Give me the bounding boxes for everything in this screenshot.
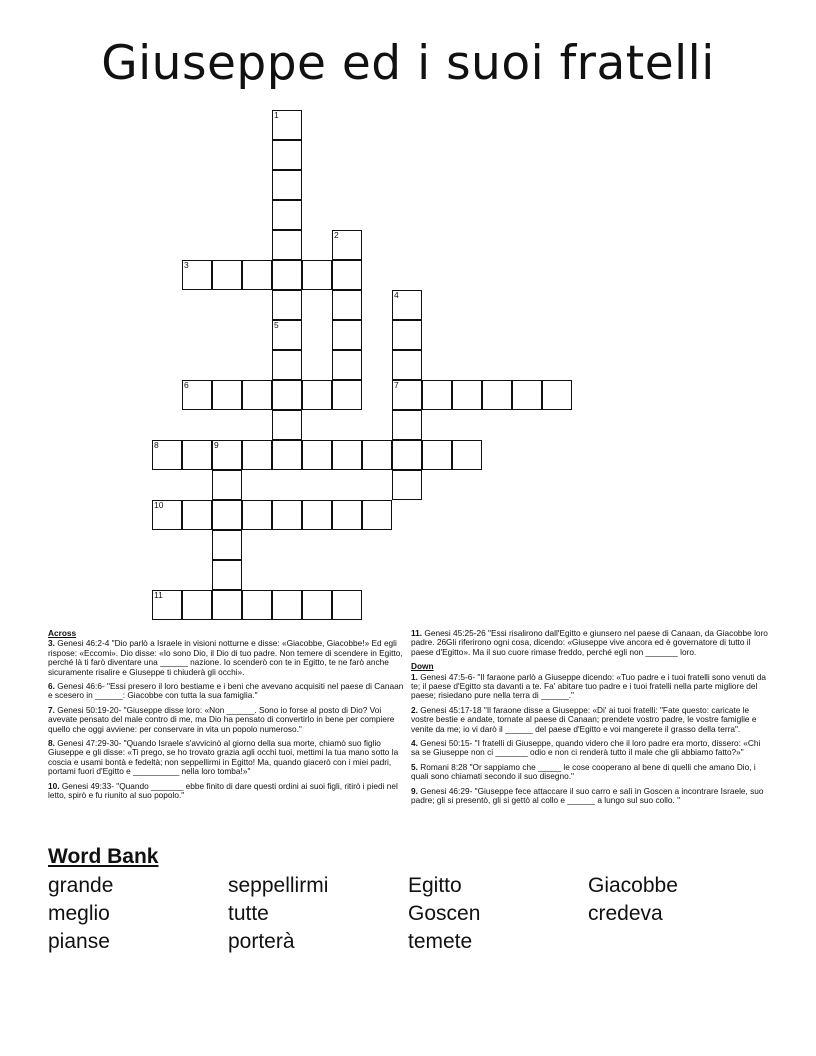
clue-number: 10. [48,780,60,791]
grid-cell[interactable] [212,530,242,560]
clue [48,739,404,777]
grid-cell[interactable] [302,500,332,530]
clue-number: 4. [411,738,418,749]
grid-cell[interactable] [242,440,272,470]
grid-cell[interactable] [242,260,272,290]
clue-number: 5 [274,320,279,330]
clue-number: 5. [411,761,418,772]
grid-cell[interactable] [332,440,362,470]
grid-cell[interactable] [182,380,212,410]
grid-cell[interactable] [212,590,242,620]
across-clue-list-continued [411,629,769,657]
grid-cell[interactable] [332,260,362,290]
clue [411,763,769,782]
clue-number: 11 [154,590,163,600]
grid-cell[interactable] [392,440,422,470]
grid-cell[interactable] [332,290,362,320]
grid-cell[interactable] [212,470,242,500]
grid-cell[interactable] [212,500,242,530]
clue-text: Genesi 50:19-20- "Giuseppe disse loro: «Non ______. Sono io forse al posto di Dio? Voi avevate pensato del male contro di me, ma Dio ha pensato di convertirlo in bene per compiere quello che oggi avviene: per conservare in vita un popolo numeroso." [48,704,395,734]
grid-cell[interactable] [332,500,362,530]
clue-number: 9. [411,785,418,796]
clue-number: 4 [394,290,399,300]
grid-cell[interactable] [482,380,512,410]
word-bank-item: seppellirmi [228,874,329,897]
clue [48,706,404,734]
word-bank-item: tutte [228,902,269,925]
clue-text: Genesi 46:2-4 "Dio parlò a Israele in visioni notturne e disse: «Giacobbe, Giacobbe!» Ed egli rispose: «Eccomi». Dio disse: «Io sono Dio, il Dio di tuo padre. Non temere di scendere in Egitto, perché là ti farò diventare una ______ nazione. Io scenderò con te in Egitto, te ne farò anche sicuramente risalire e Giuseppe ti chiuderà gli occhi». [48,638,403,677]
clues-left-column [48,629,404,806]
clue-number: 1 [274,110,279,120]
grid-cell[interactable] [272,440,302,470]
grid-cell[interactable] [272,170,302,200]
grid-cell[interactable] [392,350,422,380]
word-bank-item: meglio [48,902,110,925]
clue [48,639,404,677]
grid-cell[interactable] [332,320,362,350]
grid-cell[interactable] [242,500,272,530]
grid-cell[interactable] [392,380,422,410]
grid-cell[interactable] [542,380,572,410]
grid-cell[interactable] [422,440,452,470]
grid-cell[interactable] [422,380,452,410]
clue-text: Genesi 50:15- "I fratelli di Giuseppe, quando videro che il loro padre era morto, dissero: «Chi sa se Giuseppe non ci _______ odio e non ci renderà tutto il male che gli abbiamo fatto?»" [411,738,761,758]
grid-cell[interactable] [182,440,212,470]
clue [411,706,769,734]
grid-cell[interactable] [302,590,332,620]
page-title: Giuseppe ed i suoi fratelli [101,36,715,91]
clue-number: 6 [184,380,189,390]
clue-number: 6. [48,681,55,692]
clue-number: 8. [48,738,55,749]
clue-text: Romani 8:28 "Or sappiamo che _____ le cose cooperano al bene di quelli che amano Dio, i quali sono chiamati secondo il suo disegno." [411,761,756,782]
grid-cell[interactable] [182,260,212,290]
clue-text: Genesi 45:25-26 "Essi risalirono dall'Egitto e giunsero nel paese di Canaan, da Giacobbe loro padre. 26Gli riferirono ogni cosa, dicendo: «Giuseppe vive ancora ed è governatore di tutto il paese d'Egitto». Ma il suo cuore rimase freddo, perché egli non _______ loro. [411,628,768,657]
grid-cell[interactable] [182,500,212,530]
grid-cell[interactable] [272,590,302,620]
clue-number: 10 [154,500,164,510]
clue [48,782,404,801]
grid-cell[interactable] [212,560,242,590]
grid-cell[interactable] [302,440,332,470]
down-heading: Down [411,661,434,672]
grid-cell[interactable] [332,590,362,620]
clues-right-column [411,629,769,811]
grid-cell[interactable] [452,440,482,470]
grid-cell[interactable] [152,440,182,470]
grid-cell[interactable] [242,590,272,620]
across-clue-list [48,639,404,800]
clue-number: 3 [184,260,189,270]
grid-cell[interactable] [302,380,332,410]
clue-text: Genesi 46:29- "Giuseppe fece attaccare il suo carro e salì in Goscen a incontrare Israele, suo padre; gli si presentò, gli si gettò al collo e ______ a lungo sul suo collo. " [411,785,764,806]
grid-cell[interactable] [272,380,302,410]
word-bank-title: Word Bank [48,845,159,868]
clue-text: Genesi 46:6- "Essi presero il loro bestiame e i beni che avevano acquisiti nel paese di Canaan e scesero in ______: Giacobbe con tutta la sua famiglia." [48,681,404,701]
grid-cell[interactable] [152,590,182,620]
clue-number: 2 [334,230,339,240]
word-bank-item: Goscen [408,902,481,925]
grid-cell[interactable] [392,320,422,350]
grid-cell[interactable] [302,260,332,290]
clue-number: 1. [411,671,418,682]
clue-text: Genesi 49:33- "Quando _______ ebbe finito di dare questi ordini ai suoi figli, ritirò i piedi nel letto, spirò e fu riunito al suo popolo." [48,780,398,801]
grid-cell[interactable] [332,230,362,260]
grid-cell[interactable] [212,380,242,410]
grid-cell[interactable] [272,320,302,350]
grid-cell[interactable] [272,410,302,440]
grid-cell[interactable] [272,140,302,170]
grid-cell[interactable] [392,410,422,440]
clue-text: Genesi 47:5-6- "Il faraone parlò a Giuseppe dicendo: «Tuo padre e i tuoi fratelli sono venuti da te; il paese d'Egitto sta davanti a te. Fa' abitare tuo padre e i tuoi fratelli nella parte migliore del paese; risiedano pure nella terra di ______." [411,671,767,701]
grid-cell[interactable] [212,260,242,290]
clue-text: Genesi 47:29-30- "Quando Israele s'avvicinò al giorno della sua morte, chiamò suo figlio Giuseppe e gli disse: «Ti prego, se ho trovato grazia agli occhi tuoi, mettimi la tua mano sotto la coscia e usami bontà e fedeltà; non seppellirmi in Egitto! Ma, quando giacerò con i miei padri, portami fuori d'Egitto e __________ nella loro tomba!»" [48,738,399,777]
grid-cell[interactable] [212,440,242,470]
word-bank-item: grande [48,874,114,897]
word-bank-item: Egitto [408,874,462,897]
clue-number: 11. [411,628,423,638]
down-clue-list [411,673,769,806]
across-heading: Across [48,628,77,638]
grid-cell[interactable] [152,500,182,530]
grid-cell[interactable] [272,110,302,140]
grid-cell[interactable] [392,470,422,500]
clue-number: 2. [411,704,418,715]
clue-number: 7 [394,380,399,390]
clue [411,629,769,657]
grid-cell[interactable] [272,350,302,380]
word-bank-item: credeva [588,902,663,925]
grid-cell[interactable] [392,290,422,320]
clue-number: 9 [214,440,219,450]
grid-cell[interactable] [332,380,362,410]
grid-cell[interactable] [272,200,302,230]
word-bank-item: temete [408,930,473,953]
clue-number: 3. [48,638,55,649]
clue [411,787,769,806]
clue-number: 7. [48,704,55,715]
grid-cell[interactable] [452,380,482,410]
clue-text: Genesi 45:17-18 "Il faraone disse a Giuseppe: «Di' ai tuoi fratelli: "Fate questo: caricate le vostre bestie e andate, tornate al paese di Canaan; prendete vostro padre, le vostre famiglie e venite da me; io vi darò il ______ del paese d'Egitto e voi mangerete il grasso della terra". [411,704,757,734]
clue-number: 8 [154,440,159,450]
grid-cell[interactable] [182,590,212,620]
word-bank-item: porterà [228,930,295,953]
clue [411,739,769,758]
grid-cell[interactable] [272,290,302,320]
clue [411,673,769,701]
grid-cell[interactable] [512,380,542,410]
grid-cell[interactable] [362,500,392,530]
grid-cell[interactable] [272,500,302,530]
grid-cell[interactable] [242,380,272,410]
word-bank-item: Giacobbe [588,874,678,897]
clue [48,682,404,701]
grid-cell[interactable] [272,260,302,290]
grid-cell[interactable] [272,230,302,260]
grid-cell[interactable] [362,440,392,470]
grid-cell[interactable] [332,350,362,380]
word-bank-item: pianse [48,930,110,953]
